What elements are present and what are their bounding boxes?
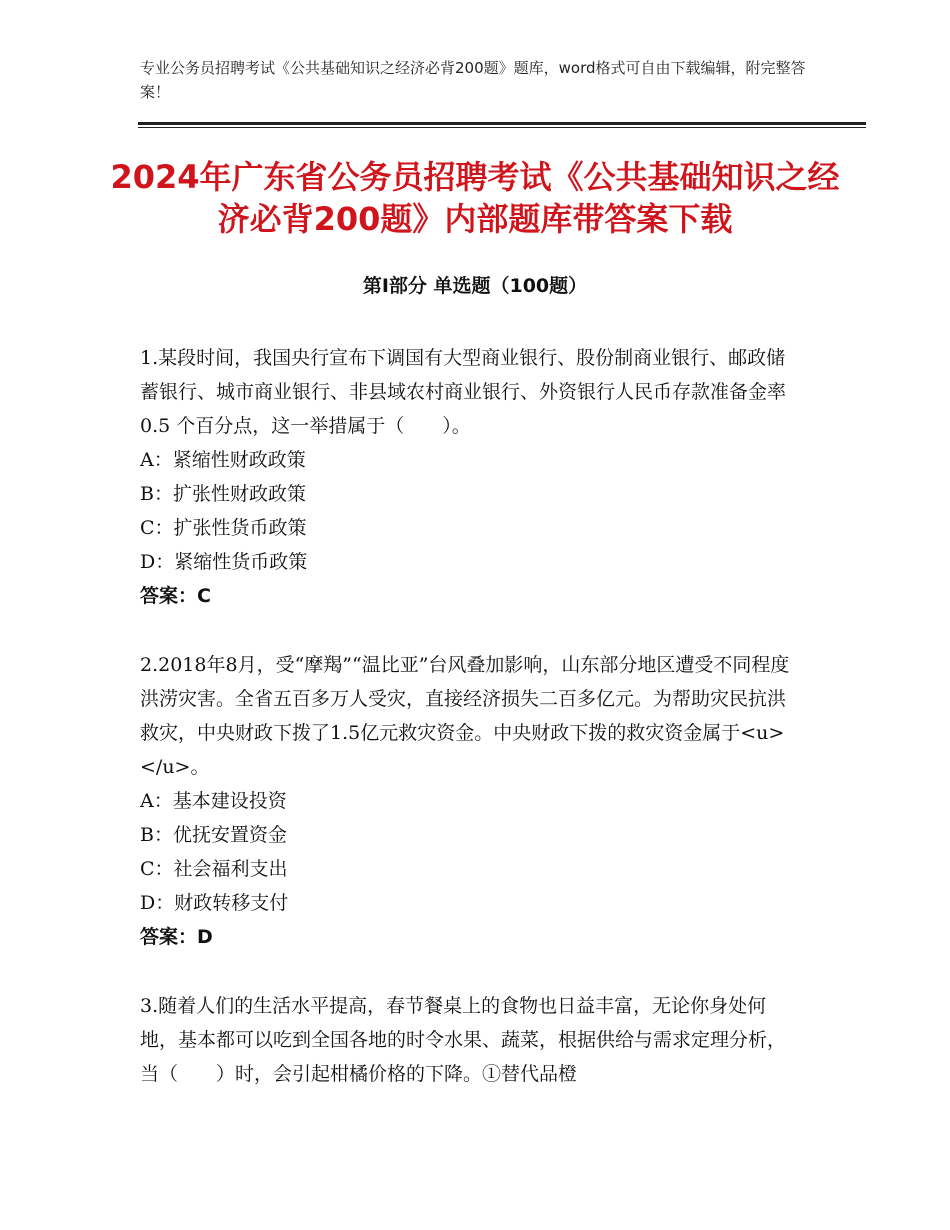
option-c: C：扩张性货币政策 (140, 517, 307, 539)
question-1 (140, 341, 800, 613)
answer: 答案：C (140, 585, 211, 607)
question-3 (140, 989, 800, 1091)
question-stem: 1.某段时间，我国央行宣布下调国有大型商业银行、股份制商业银行、邮政储蓄银行、城市商业银行、非县域农村商业银行、外资银行人民币存款准备金率 0.5 个百分点，这一举措属于（ ）。 (140, 347, 787, 437)
question-stem: 3.随着人们的生活水平提高，春节餐桌上的食物也日益丰富，无论你身处何地，基本都可以吃到全国各地的时令水果、蔬菜，根据供给与需求定理分析，当（ ）时，会引起柑橘价格的下降。①替代品橙 (140, 995, 787, 1085)
option-a: A：基本建设投资 (140, 790, 287, 812)
option-a: A：紧缩性财政政策 (140, 449, 306, 471)
option-b: B：优抚安置资金 (140, 824, 287, 846)
section-title: 第Ⅰ部分 单选题（100题） (362, 275, 588, 297)
header-divider-thin (138, 127, 866, 128)
document-title: 2024年广东省公务员招聘考试《公共基础知识之经济必背200题》内部题库带答案下载 (110, 158, 840, 238)
option-b: B：扩张性财政政策 (140, 483, 306, 505)
question-2 (140, 648, 842, 954)
option-c: C：社会福利支出 (140, 858, 288, 880)
option-d: D：财政转移支付 (140, 892, 289, 914)
question-stem: 2.2018年8月，受“摩羯”“温比亚”台风叠加影响，山东部分地区遭受不同程度洪涝灾害。全省五百多万人受灾，直接经济损失二百多亿元。为帮助灾民抗洪救灾，中央财政下拨了1.5亿元救灾资金。中央财政下拨的救灾资金属于<u> </u>。 (140, 654, 842, 778)
option-d: D：紧缩性货币政策 (140, 551, 308, 573)
header-note: 专业公务员招聘考试《公共基础知识之经济必背200题》题库，word格式可自由下载编辑，附完整答案！ (140, 59, 806, 101)
header-divider (138, 122, 866, 125)
answer: 答案：D (140, 926, 213, 948)
